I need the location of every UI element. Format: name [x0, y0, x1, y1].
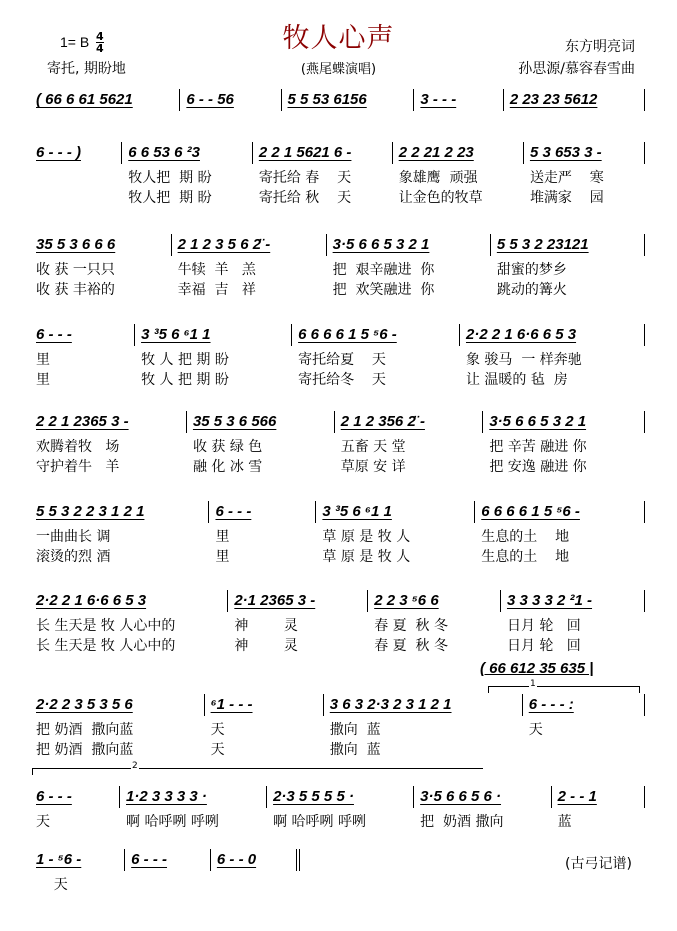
measure-notes: 6 6 6 6 1 5 ⁵6 - [481, 503, 580, 520]
measure-notes: 6 - - - [36, 788, 72, 805]
measure-notes: 2 2 21 2 23 [398, 144, 474, 161]
lyric-verse-2: 守护着牛 羊 [36, 459, 120, 475]
measure-notes: 6 - - 56 [186, 91, 234, 108]
lyric-verse-1: 天 [36, 814, 50, 830]
lyric-verse-1: 把 奶酒 撒向蓝 [36, 722, 134, 738]
lyric-verse-2: 牧 人 把 期 盼 [141, 372, 229, 388]
lyric-verse-1: 天 [210, 722, 225, 738]
measure [135, 324, 292, 390]
staff-system [30, 89, 645, 111]
lyric-verse-1: 里 [36, 352, 50, 368]
lyric-verse-2: 滚烫的烈 酒 [36, 549, 111, 565]
time-signature-top: 4 [96, 30, 104, 43]
lyric-verse-1: 寄托给夏 天 [298, 352, 386, 368]
measure [504, 89, 645, 111]
measure [491, 234, 645, 300]
lyric-verse-2: 幸福 吉 祥 [177, 282, 256, 298]
lyric-verse-1: 甜蜜的梦乡 [496, 262, 567, 278]
measure [30, 234, 172, 300]
measure-notes: 2 1 2 356 2̈ - [340, 413, 425, 430]
lyric-verse-1: 欢腾着牧 场 [36, 439, 120, 455]
key-signature: 1= B [60, 34, 90, 50]
lyric-verse-1: 啊 哈呼咧 呼咧 [126, 814, 219, 830]
notation-credit: (古弓记谱) [565, 856, 632, 872]
measure-notes: 3·5 6 6 5 6 · [420, 788, 502, 805]
measure-notes: ⁶1 - - - [210, 696, 253, 713]
lyric-verse-1: 神 灵 [234, 618, 298, 634]
volta-second-ending [32, 761, 483, 775]
lyric-verse-2: 跳动的篝火 [496, 282, 567, 298]
measure-notes: 6 6 53 6 ²3 [128, 144, 200, 161]
lyric-verse-2: 天 [210, 742, 225, 758]
measure [172, 234, 327, 300]
lyric-verse-1: 牛犊 羊 羔 [177, 262, 256, 278]
lyric-verse-1: 象 骏马 一 样奔驰 [465, 352, 582, 368]
time-signature [96, 31, 104, 54]
lyric-verse-2: 把 安逸 融进 你 [489, 459, 587, 475]
measure [282, 89, 415, 111]
measure [253, 142, 393, 208]
lyric-verse-1: 蓝 [557, 814, 572, 830]
measure-notes: 2 1 2 3 5 6 2̈ - [177, 236, 271, 253]
measure [125, 849, 211, 895]
song-title: 牧人心声 [282, 23, 395, 54]
measure-notes: 3·5 6 6 5 3 2 1 [489, 413, 587, 430]
measure [316, 501, 475, 567]
lyric-verse-2: 寄托给 秋 天 [258, 190, 352, 206]
measure [180, 89, 281, 111]
lyric-verse-2: 日月 轮 回 [506, 638, 581, 654]
volta-first-ending [488, 679, 640, 693]
staff-system [30, 411, 645, 477]
lyric-verse-2: 长 生天是 牧 人心中的 [36, 638, 176, 654]
measure-notes: 2 - - 1 [557, 788, 597, 805]
tempo-mark: 寄托, 期盼地 [47, 61, 126, 77]
measure-notes: 3 ³5 6 ⁶1 1 [322, 503, 392, 520]
staff-system [30, 786, 645, 832]
measure [414, 89, 503, 111]
lyric-verse-1 [217, 875, 294, 895]
lyric-verse-1: 把 艰辛融进 你 [332, 262, 435, 278]
measure [30, 324, 135, 390]
lyric-verse-2: 融 化 冰 雪 [192, 459, 263, 475]
lyric-verse-1: 一曲曲长 调 [36, 529, 111, 545]
measure [30, 501, 209, 567]
lyric-verse-1: 日月 轮 回 [506, 618, 581, 634]
lyric-verse-1: 草 原 是 牧 人 [322, 529, 411, 545]
lyric-verse-2: 让金色的牧草 [398, 190, 483, 206]
measure-notes: 1 - ⁵6 - [36, 851, 82, 868]
lyric-verse-2: 让 温暖的 毡 房 [465, 372, 568, 388]
lyric-verse-2: 草原 安 详 [340, 459, 406, 475]
staff-system [30, 234, 645, 300]
lyric-verse-1: 收 获 一只只 [36, 262, 115, 278]
measure-notes: 3 6 3 2·3 2 3 1 2 1 [329, 696, 452, 713]
measure-notes: 2·2 2 3 5 3 5 6 [36, 696, 133, 713]
staff-system [30, 849, 300, 895]
measure-notes: 6 - - - ) [36, 144, 81, 161]
lyric-verse-2: 春 夏 秋 冬 [374, 638, 448, 654]
measure [368, 590, 501, 656]
lyric-verse-1: 天 [36, 877, 68, 893]
measure-notes: 3·5 6 6 5 3 2 1 [332, 236, 430, 253]
measure [327, 234, 491, 300]
measure-notes: 2·2 2 1 6·6 6 5 3 [36, 592, 147, 609]
measure [552, 786, 645, 832]
measure [30, 849, 125, 895]
measure-notes: 6 - - - [36, 326, 72, 343]
measure [393, 142, 524, 208]
staff-system [30, 142, 645, 208]
composer: 孙思源/慕容春雪曲 [518, 61, 635, 77]
measure [335, 411, 484, 477]
lyric-verse-2: 神 灵 [234, 638, 298, 654]
measure [30, 89, 180, 111]
lyric-verse-1: 收 获 绿 色 [192, 439, 263, 455]
measure [267, 786, 414, 832]
measure-notes: 5 5 3 2 23121 [496, 236, 589, 253]
lyric-verse-1: 寄托给 春 天 [258, 170, 352, 186]
measure [209, 501, 316, 567]
measure-notes: 6 - - - [131, 851, 168, 868]
lyric-verse-1: 里 [215, 529, 230, 545]
measure-notes: 2 2 3 ⁵6 6 [374, 592, 439, 609]
measure [483, 411, 645, 477]
staff-system [30, 501, 645, 567]
lyric-verse-1: 五畜 天 堂 [340, 439, 406, 455]
lyric-verse-2: 牧人把 期 盼 [128, 190, 212, 206]
measure-notes: 6 - - 0 [216, 851, 257, 868]
measure-notes: 2·2 2 1 6·6 6 5 3 [465, 326, 577, 343]
lyric-verse-2: 里 [215, 549, 230, 565]
measure [122, 142, 253, 208]
measure-notes: 6 6 6 6 1 5 ⁵6 - [298, 326, 397, 343]
lyric-verse-1: 把 奶酒 撒向 [420, 814, 504, 830]
lyric-verse-1: 牧 人 把 期 盼 [141, 352, 229, 368]
measure [30, 411, 187, 477]
measure [30, 142, 122, 208]
lyric-verse-2: 堆满家 园 [529, 190, 604, 206]
lyric-verse-1: 象雄鹰 顽强 [398, 170, 478, 186]
measure [187, 411, 335, 477]
measure-notes: 3 3 3 3 2 ²1 - [506, 592, 593, 609]
measure [414, 786, 552, 832]
lyric-verse-1: 天 [528, 722, 543, 738]
measure-notes: 1·2 3 3 3 3 · [126, 788, 207, 805]
lyric-verse-2: 草 原 是 牧 人 [322, 549, 411, 565]
lyric-verse-1: 把 辛苦 融进 你 [489, 439, 587, 455]
lyric-verse-2: 把 奶酒 撒向蓝 [36, 742, 134, 758]
interlude-notes: ( 66 612 35 635 | [480, 660, 594, 677]
lyric-verse-2: 里 [36, 372, 50, 388]
measure-notes: 6 - - - : [528, 696, 574, 713]
volta-second-label: 2 [132, 761, 138, 771]
measure-notes: 2 23 23 5612 [509, 91, 598, 108]
lyric-verse-2 [36, 188, 116, 208]
measure [324, 694, 523, 760]
lyric-verse-1: 啊 哈呼咧 呼咧 [273, 814, 366, 830]
lyric-verse-2: 收 获 丰裕的 [36, 282, 115, 298]
lyric-verse-1 [36, 168, 116, 188]
lyricist: 东方明亮词 [565, 39, 635, 55]
lyric-verse-2: 撒向 蓝 [329, 742, 381, 758]
measure-notes: 2·3 5 5 5 5 · [273, 788, 354, 805]
measure [524, 142, 645, 208]
time-signature-bottom: 4 [96, 42, 104, 55]
measure [205, 694, 324, 760]
measure [501, 590, 645, 656]
lyric-verse-1: 生息的土 地 [481, 529, 570, 545]
measure [523, 694, 645, 760]
measure-notes: 5 5 3 2 2 3 1 2 1 [36, 503, 145, 520]
measure-notes: ( 66 6 61 5621 [36, 91, 133, 108]
volta-first-label: 1 [530, 679, 536, 689]
measure [120, 786, 267, 832]
lyric-verse-1: 牧人把 期 盼 [128, 170, 212, 186]
lyric-verse-2: 生息的土 地 [481, 549, 570, 565]
measure-notes: 35 5 3 6 6 6 [36, 236, 116, 253]
lyric-verse-2 [529, 740, 639, 760]
staff-system [30, 324, 645, 390]
lyric-verse-2: 把 欢笑融进 你 [332, 282, 435, 298]
measure [475, 501, 645, 567]
lyric-verse-1: 春 夏 秋 冬 [374, 618, 448, 634]
lyric-verse-1: 长 生天是 牧 人心中的 [36, 618, 176, 634]
measure-notes: 3 - - - [420, 91, 457, 108]
staff-system [30, 694, 645, 760]
measure-notes: 6 - - - [215, 503, 252, 520]
lyric-verse-2: 寄托给冬 天 [298, 372, 386, 388]
measure-notes: 2 2 1 2365 3 - [36, 413, 129, 430]
measure [30, 786, 120, 832]
singer: (燕尾蝶演唱) [300, 62, 377, 77]
measure [292, 324, 460, 390]
measure [30, 694, 205, 760]
measure [211, 849, 300, 895]
lyric-verse-1: 送走严 寒 [529, 170, 604, 186]
measure-notes: 35 5 3 6 566 [192, 413, 277, 430]
measure-notes: 5 3 653 3 - [529, 144, 602, 161]
measure-notes: 5 5 53 6156 [287, 91, 367, 108]
measure-notes: 3 ³5 6 ⁶1 1 [141, 326, 211, 343]
lyric-verse-1 [131, 875, 205, 895]
measure [228, 590, 368, 656]
measure-notes: 2 2 1 5621 6 - [258, 144, 352, 161]
staff-system [30, 590, 645, 656]
measure [460, 324, 645, 390]
measure [30, 590, 228, 656]
lyric-verse-1: 撒向 蓝 [329, 722, 381, 738]
measure-notes: 2·1 2365 3 - [234, 592, 316, 609]
